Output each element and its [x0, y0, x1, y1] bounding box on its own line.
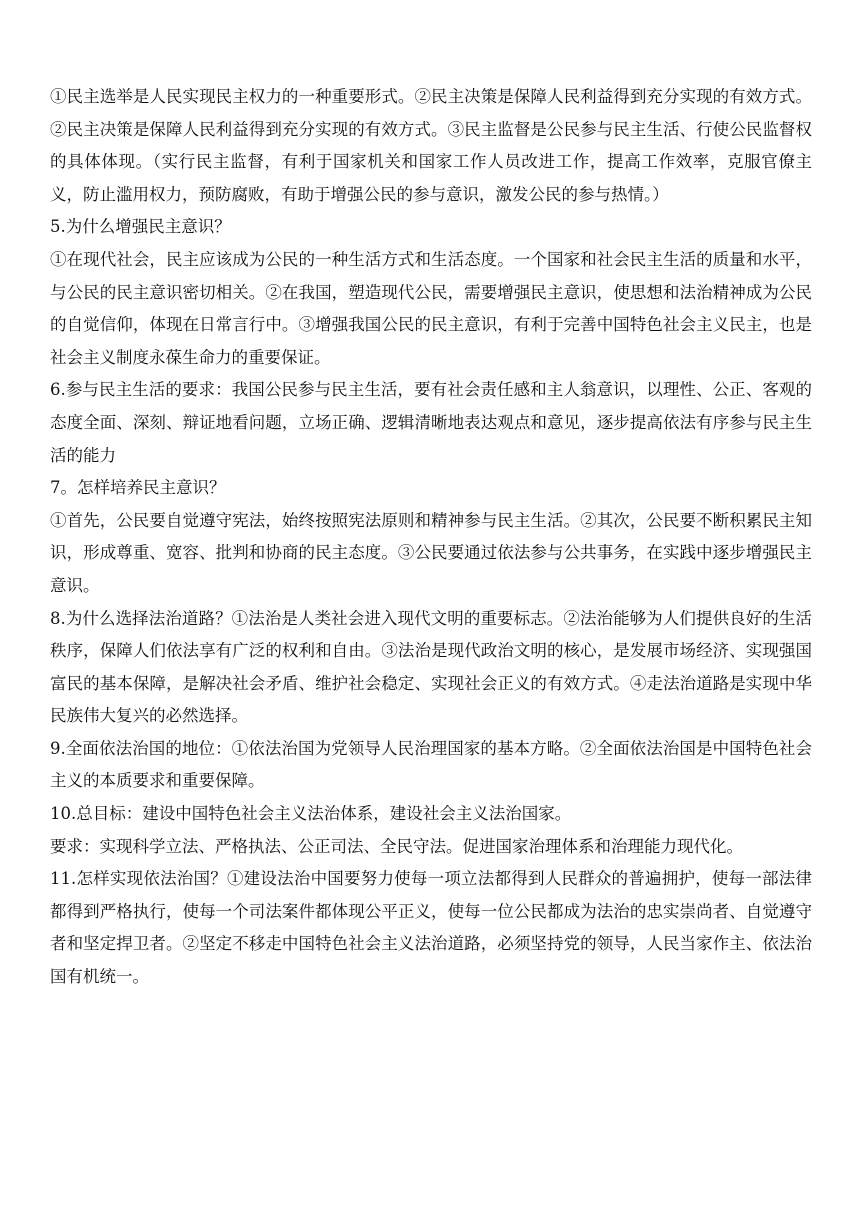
- paragraph-democratic-forms: ①民主选举是人民实现民主权力的一种重要形式。②民主决策是保障人民利益得到充分实现的有效方式。②民主决策是保障人民利益得到充分实现的有效方式。③民主监督是公民参与民主生活、行使公民监督权的具体体现。（实行民主监督，有利于国家机关和国家工作人员改进工作，提高工作效率，克服官僚主义，防止滥用权力，预防腐败，有助于增强公民的参与意识，激发公民的参与热情。）: [50, 87, 812, 204]
- paragraph-requirements: 要求：实现科学立法、严格执法、公正司法、全民守法。促进国家治理体系和治理能力现代化。: [50, 836, 743, 856]
- paragraph-q11-how-implement: 11.怎样实现依法治国？①建设法治中国要努力使每一项立法都得到人民群众的普遍拥护，使每一部法律都得到严格执行，使每一个司法案件都体现公平正义，使每一位公民都成为法治的忠实崇尚者、自觉遵守者和坚定捍卫者。②坚定不移走中国特色社会主义法治道路，必须坚持党的领导，人民当家作主、依法治国有机统一。: [50, 869, 812, 987]
- paragraph-q6-requirements: 6.参与民主生活的要求：我国公民参与民主生活，要有社会责任感和主人翁意识，以理性、公正、客观的态度全面、深刻、辩证地看问题，立场正确、逻辑清晰地表达观点和意见，逐步提高依法有序参与民主生活的能力: [50, 380, 812, 465]
- paragraph-q5-answer: ①在现代社会，民主应该成为公民的一种生活方式和生活态度。一个国家和社会民主生活的质量和水平，与公民的民主意识密切相关。②在我国，塑造现代公民，需要增强民主意识，使思想和法治精神成为公民的自觉信仰，体现在日常言行中。③增强我国公民的民主意识，有利于完善中国特色社会主义民主，也是社会主义制度永葆生命力的重要保证。: [50, 249, 812, 367]
- heading-q5-why-enhance-democratic-awareness: 5.为什么增强民主意识？: [50, 217, 231, 237]
- paragraph-q9-status: 9.全面依法治国的地位：①依法治国为党领导人民治理国家的基本方略。②全面依法治国是中国特色社会主义的本质要求和重要保障。: [50, 738, 812, 791]
- paragraph-q8-rule-of-law: 8.为什么选择法治道路？①法治是人类社会进入现代文明的重要标志。②法治能够为人们提供良好的生活秩序，保障人们依法享有广泛的权利和自由。③法治是现代政治文明的核心，是发展市场经济、实现强国富民的基本保障，是解决社会矛盾、维护社会稳定、实现社会正义的有效方式。④走法治道路是实现中华民族伟大复兴的必然选择。: [50, 608, 812, 726]
- document-body: [50, 81, 812, 994]
- heading-q7-how-cultivate-democratic-awareness: 7。怎样培养民主意识？: [50, 478, 226, 498]
- paragraph-q7-answer: ①首先，公民要自觉遵守宪法，始终按照宪法原则和精神参与民主生活。②其次，公民要不断积累民主知识，形成尊重、宽容、批判和协商的民主态度。③公民要通过依法参与公共事务，在实践中逐步增强民主意识。: [50, 510, 812, 595]
- paragraph-q10-goal: 10.总目标：建设中国特色社会主义法治体系，建设社会主义法治国家。: [50, 804, 572, 824]
